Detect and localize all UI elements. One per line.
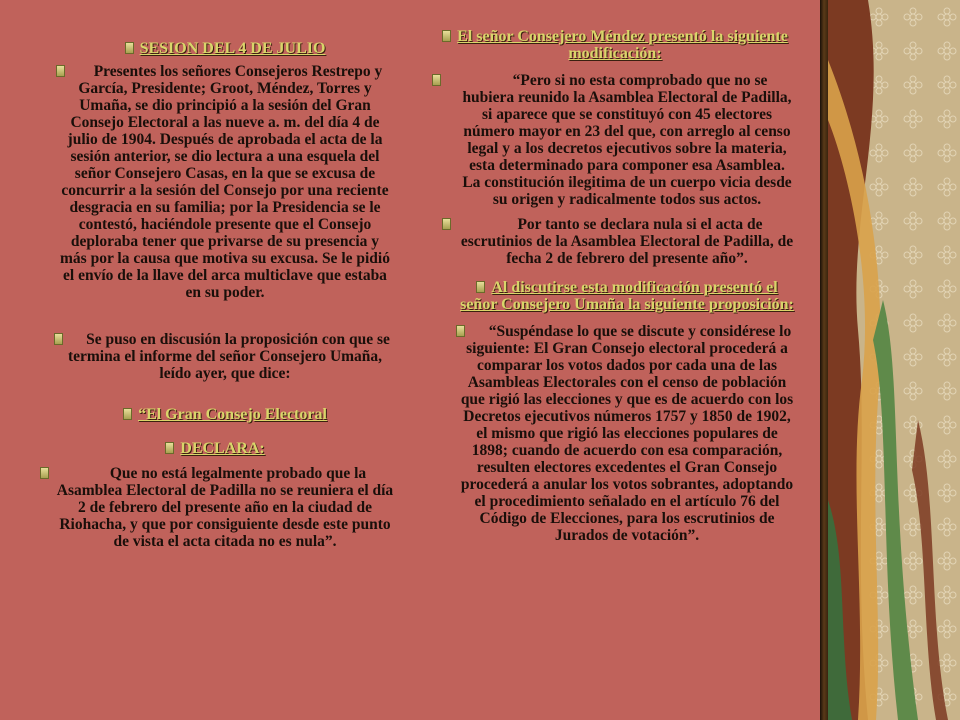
bullet-icon — [456, 325, 465, 337]
left-paragraph-3 — [40, 465, 410, 550]
right-paragraph-3 — [430, 323, 800, 544]
decorative-floral-graphic — [828, 0, 960, 720]
right-paragraph-1 — [430, 72, 800, 208]
right-paragraph-2-text: Por tanto se declara nula si el acta de escrutinios de la Asamblea Electoral de Padilla, de fecha 2 de febrero del presente año”. — [460, 216, 794, 267]
left-paragraph-1-text: Presentes los señores Consejeros Restrepo y García, Presidente; Groot, Méndez, Torres y Umaña, se dio principió a la sesión del Gran Consejo Electoral a las nueve a. m. del día 4 de julio de 1904. Después de aprobada el acta de la sesión anterior, se dio lectura a una esquela del señor Consejero Casas, en la que se excusa de concurrir a la sesión del Consejo por una reciente desgracia en su familia; por la Presidencia se le contestó, haciéndole presente que el Consejo deploraba tener que privarse de su presencia y más por la causa que motiva su excusa. Se le pidió el envío de la llave del arca multiclave que estaba en su poder. — [60, 63, 390, 301]
right-paragraph-3-text: “Suspéndase lo que se discute y considérese lo siguiente: El Gran Consejo electoral procederá a comparar los votos dados por cada una de las Asambleas Electorales con el censo de población que rigió las elecciones y que es de acuerdo con los Decretos ejecutivos números 1757 y 1850 de 1902, el mismo que rigió las elecciones populares de 1898; cuando de acuerdo con esa comparación, resulten electores excedentes el Gran Consejo procederá a anular los votos sobrantes, adoptando el procedimiento señalado en el artículo 76 del Código de Elecciones, para los escrutinios de Jurados de votación”. — [460, 323, 794, 544]
left-column — [40, 40, 410, 550]
umana-heading: Al discutirse esta modificación presentó el señor Consejero Umaña la siguiente proposición: — [460, 279, 794, 313]
right-heading-1-para — [430, 28, 800, 62]
bullet-icon — [476, 281, 485, 293]
declara-heading: DECLARA: — [180, 440, 265, 457]
bullet-icon — [40, 467, 49, 479]
session-heading: SESION DEL 4 DE JULIO — [139, 40, 326, 57]
bullet-icon — [442, 218, 451, 230]
decorative-panel — [828, 0, 960, 720]
right-paragraph-1-text: “Pero si no esta comprobado que no se hubiera reunido la Asamblea Electoral de Padilla, si aparece que se constituyó con 45 electores número mayor en 23 del que, con arreglo al censo legal y a los decretos ejecutivos sobre la materia, esta determinado para componer esa Asamblea. La constitución ilegitima de un cuerpo vicia desde su origen y radicalmente todos sus actos. — [462, 72, 792, 208]
mendez-heading: El señor Consejero Méndez presentó la siguiente modificación: — [457, 28, 788, 62]
left-heading-2-para — [40, 406, 410, 423]
bullet-icon — [54, 333, 63, 345]
left-paragraph-1 — [40, 63, 410, 301]
right-column — [430, 28, 800, 544]
left-heading-3-para — [20, 440, 410, 457]
left-paragraph-2-text: Se puso en discusión la proposición con que se termina el informe del señor Consejero Umaña, leído ayer, que dice: — [67, 331, 390, 382]
bullet-icon — [125, 42, 134, 54]
bullet-icon — [56, 65, 65, 77]
left-paragraph-2 — [40, 331, 410, 382]
left-paragraph-3-text: Que no está legalmente probado que la Asamblea Electoral de Padilla no se reuniera el día 2 de febrero del presente año en la ciudad de Riohacha, y que por consiguiente desde este punto de vista el acta citada no es nula”. — [56, 465, 394, 550]
bullet-icon — [442, 30, 451, 42]
left-heading-para — [90, 40, 360, 57]
right-heading-2-para — [430, 279, 800, 313]
bullet-icon — [123, 408, 132, 420]
consejo-heading: “El Gran Consejo Electoral — [138, 406, 327, 423]
bullet-icon — [165, 442, 174, 454]
right-paragraph-2 — [430, 216, 800, 267]
bullet-icon — [432, 74, 441, 86]
